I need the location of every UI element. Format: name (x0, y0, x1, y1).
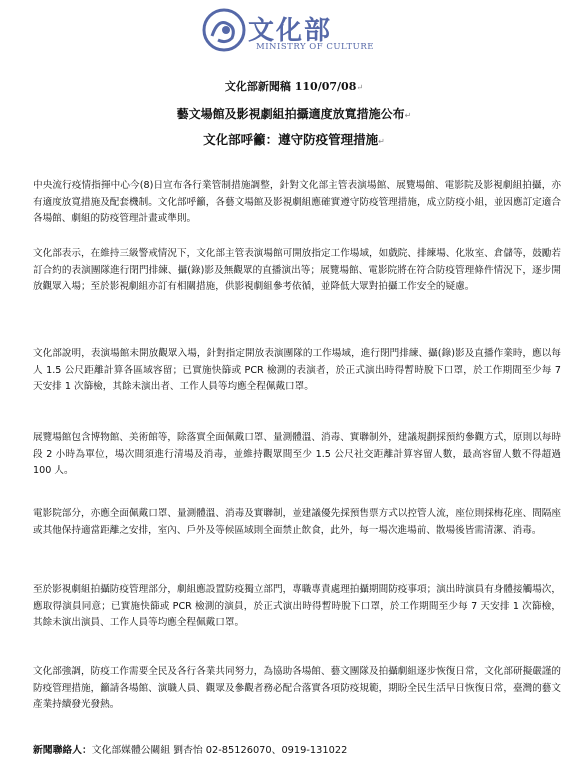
subheadline: 文化部呼籲：遵守防疫管理措施↵ (203, 132, 385, 147)
logo-title: 文化部 (248, 16, 333, 46)
paragraph-1: 中央流行疫情指揮中心今(8)日宣布各行業管制措施調整，針對文化部主管表演場館、展覽場館、電影院及影視劇組拍攝，亦有適度放寬措施及配套機制。文化部呼籲，各藝文場館及影視劇組應確實遵守防疫管理措施，成立防疫小組，並因應訂定適合各場館、劇組的防疫管理計畫或準則。 (33, 180, 561, 225)
headline: 藝文場館及影視劇組拍攝適度放寬措施公布↵ (176, 107, 412, 121)
contact-value: 文化部媒體公關組 劉杏怡 02-85126070、0919-131022 (91, 745, 348, 756)
contact-label: 新聞聯絡人： (33, 745, 92, 756)
press-release-number: 文化部新聞稿 110/07/08↵ (224, 80, 364, 93)
press-contact (33, 742, 347, 756)
paragraph-5: 電影院部分，亦應全面佩戴口罩、量測體溫、消毒及實聯制，並建議優先採預售票方式以控管人流，座位則採梅花座、間隔座或其他保持適當距離之安排，室內、戶外及等候區域則全面禁止飲食，此外，每一場次進場前、散場後皆需清潔、消毒。 (33, 508, 561, 536)
paragraph-2: 文化部表示，在維持三級警戒情況下，文化部主管表演場館可開放指定工作場域，如戲院、排練場、化妝室、倉儲等，鼓勵若訂合約的表演團隊進行閉門排練、攝(錄)影及無觀眾的直播演出等；展覽場館、電影院將在符合防疫管理條件情況下，逐步開放觀眾入場；至於影視劇組亦訂有相關措施，供影視劇組參考依循，並降低大眾對拍攝工作安全的疑慮。 (33, 248, 561, 293)
paragraph-4: 展覽場館包含博物館、美術館等，除落實全面佩戴口罩、量測體溫、消毒、實聯制外，建議規劃採預約參觀方式，原則以每時段 2 小時為單位，場次間須進行清場及消毒，並維持觀眾間至少 1.5 公尺社交距離計算容留人數，最高容留人數不得超過 100 人。 (33, 432, 561, 477)
paragraph-3: 文化部說明，表演場館未開放觀眾入場，針對指定開放表演團隊的工作場域，進行閉門排練、攝(錄)影及直播作業時，應以每人 1.5 公尺距離計算各區域容留；已實施快篩或 PCR 檢測的表演者，於正式演出時得暫時脫下口罩，於工作期間至少每 7 天安排 1 次篩檢，其餘未演出者、工作人員等均應全程佩戴口罩。 (33, 348, 561, 393)
logo-subtitle: MINISTRY OF CULTURE (256, 42, 374, 52)
paragraph-6: 至於影視劇組拍攝防疫管理部分，劇組應設置防疫獨立部門，專職專責處理拍攝期間防疫事項；演出時演員有身體接觸場次，應取得演員同意；已實施快篩或 PCR 檢測的演員，於正式演出時得暫時脫下口罩，於工作期間至少每 7 天安排 1 次篩檢，其餘未演出演員、工作人員等均應全程佩戴口罩。 (33, 584, 561, 629)
paragraph-7: 文化部強調，防疫工作需要全民及各行各業共同努力，為協助各場館、藝文團隊及拍攝劇組逐步恢復日常，文化部研擬嚴謹的防疫管理措施，籲請各場館、演職人員、觀眾及參觀者務必配合落實各項防疫規範，期盼全民生活早日恢復日常，臺灣的藝文產業持續發光發熱。 (33, 666, 561, 711)
